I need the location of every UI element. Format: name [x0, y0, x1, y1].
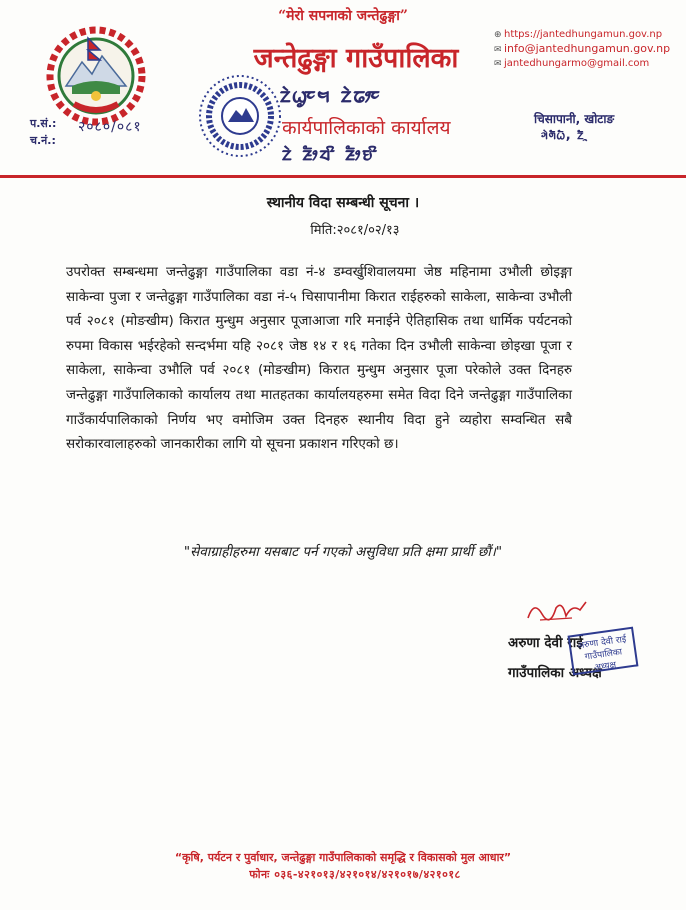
- notice-title: स्थानीय विदा सम्बन्धी सूचना ।: [266, 195, 420, 211]
- header-divider: [0, 175, 686, 178]
- footer-phone: फोनः ०३६-४२१०१३/४२१०१४/४२१०१७/४२१०१८: [249, 868, 461, 881]
- reference-labels: [30, 115, 56, 149]
- contact-block: [494, 28, 670, 71]
- ref-label-ps: प.सं.:: [30, 117, 57, 130]
- municipality-seal-icon: [196, 72, 284, 160]
- signatory-name: अरुणा देवी राई: [508, 635, 583, 651]
- footer-slogan: “कृषि, पर्यटन र पुर्वाधार, जन्तेढुङ्गा गाउँपालिकाको समृद्धि र विकासको मुल आधार”: [174, 851, 512, 864]
- mail-icon: ✉: [494, 59, 502, 69]
- ref-label-cn: च.नं.:: [30, 134, 56, 147]
- location: चिसापानी, खोटाङ: [534, 112, 615, 126]
- location-script: ᤆᤧᤛᤠᤐᤠ, ᤁᤠᤳ: [541, 128, 588, 143]
- office-name: कार्यपालिकाको कार्यालय: [282, 117, 451, 139]
- reference-value: २०८०/०८१: [78, 119, 142, 135]
- email-link[interactable]: info@jantedhungamun.gov.np: [504, 42, 671, 55]
- notice-body: उपरोक्त सम्बन्धमा जन्तेढुङ्गा गाउँपालिका वडा नं-४ डम्वर्खुशिवालयमा जेष्ठ महिनामा उभौली छोइङ्गा साकेन्वा पुजा र जन्तेढुङ्गा गाउँपालिका वडा नं-५ चिसापानीमा किरात राईहरुको साकेला, साकेन्वा उभौली पर्व २०८१ (मोङखीम) किरात मुन्धुम अनुसार पूजाआजा गरि मनाईने ऐतिहासिक तथा धार्मिक पर्यटनको रुपमा विकास भईरहेको सन्दर्भमा यहि २०८१ जेष्ठ १४ र १६ गतेका दिन उभौली साकेन्वा छोइखा पूजा र साकेला, साकेन्वा उभौलि पर्व २०८१ (मोङखीम) किरात मुन्धुम अनुसार पूजा परेकोले उक्त दिनहरु जन्तेढुङ्गा गाउँपालिकाको कार्यालय तथा मातहतका कार्यालयहरुमा समेत विदा दिने जन्तेढुङ्गा गाउँपालिका गाउँकार्यपालिकाको निर्णय भए वमोजिम उक्त दिनहरु स्थानीय विदा हुने व्यहोरा सम्वन्धित सबै सरोकारवालाहरुको जानकारीका लागि यो सूचना प्रकाशन गरिएको छ।: [66, 264, 572, 453]
- stamp-name: अरुणा देवी राई: [576, 634, 628, 652]
- website-link[interactable]: https://jantedhungamun.gov.np: [504, 29, 663, 40]
- office-name-script: ᤁᤧ ᤏᤥᤔᤡ ᤏᤥᤎᤡ: [282, 141, 379, 165]
- handwritten-signature: [522, 596, 592, 626]
- notice-date: मिति:२०८१/०२/१३: [310, 223, 400, 238]
- apology-note: "सेवाग्राहीहरुमा यसबाट पर्न गएको असुविधा प्रति क्षमा प्रार्थी छौं।": [183, 544, 503, 560]
- nepal-emblem-icon: [44, 24, 148, 128]
- globe-icon: ⊕: [494, 30, 502, 40]
- signatory-title: गाउँपालिका अध्यक्ष: [508, 665, 602, 681]
- organization-name-script: ᤁᤧᤐᤢᤰᤗ ᤁᤧᤒᤣᤰ: [280, 82, 382, 108]
- official-stamp: [568, 627, 639, 676]
- organization-name: जन्तेढुङ्गा गाउँपालिका: [253, 43, 459, 74]
- stamp-title: गाउँपालिका अध्यक्ष: [584, 647, 623, 674]
- motto: “मेरो सपनाको जन्तेढुङ्गा”: [278, 8, 408, 24]
- email-link-secondary[interactable]: jantedhungarmo@gmail.com: [504, 58, 650, 69]
- mail-icon: ✉: [494, 45, 502, 55]
